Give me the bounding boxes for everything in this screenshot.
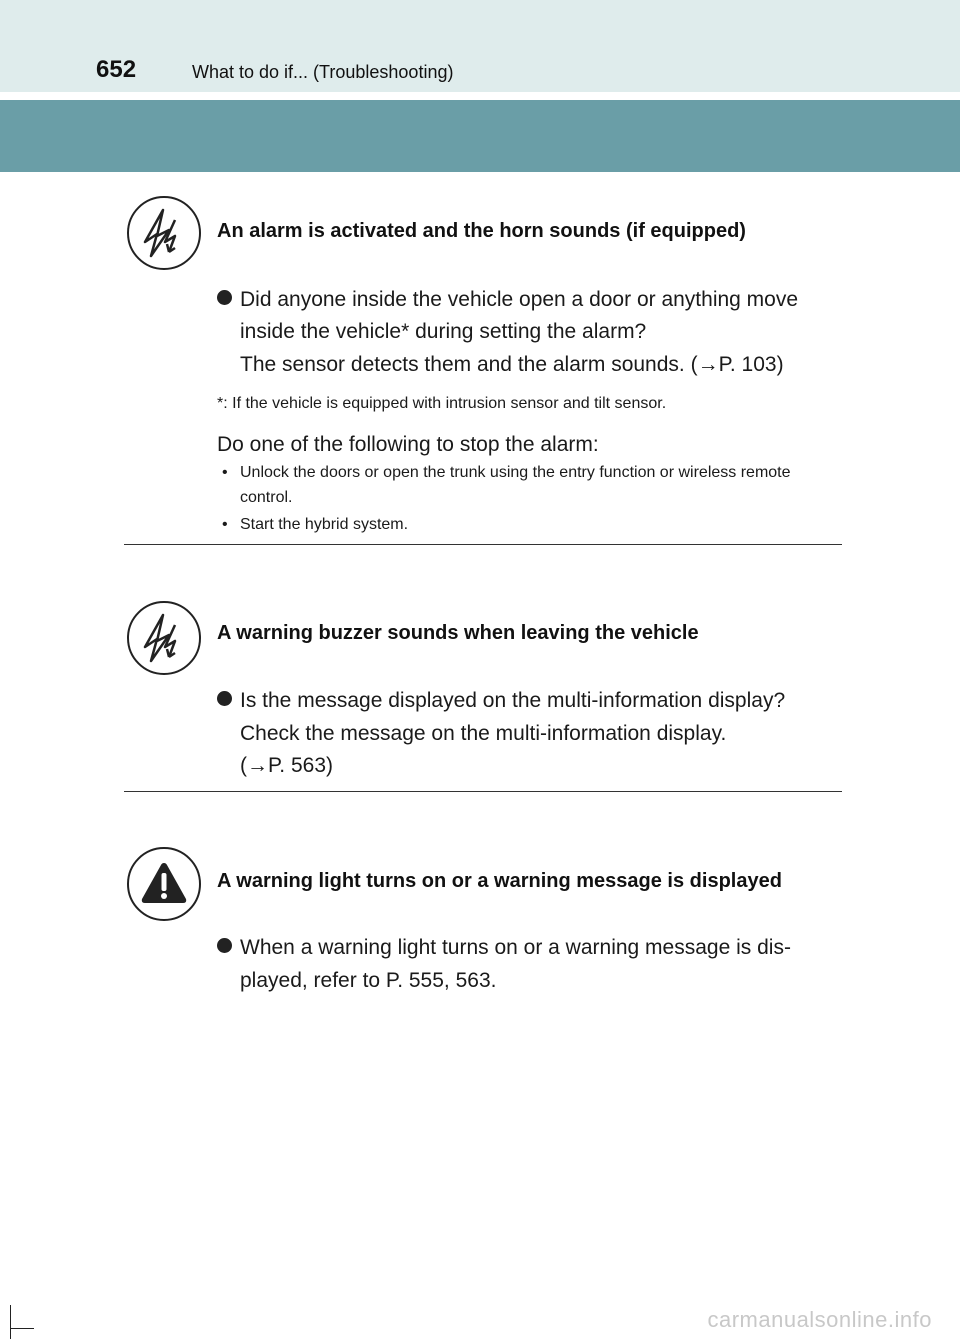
bullet-text-line: Is the message displayed on the multi-information display?: [240, 689, 786, 712]
lightning-icon: [127, 601, 201, 675]
divider: [124, 544, 842, 545]
sub-item-text: Unlock the doors or open the trunk using the entry function or wireless remote control.: [240, 464, 791, 506]
page-number: 652: [96, 56, 137, 83]
bullet-text-line: (→P. 563): [240, 754, 333, 777]
bullet-dot: [217, 691, 232, 706]
bullet-dot: [217, 290, 232, 305]
warning-triangle-icon: [127, 847, 201, 921]
bullet-dot: [217, 938, 232, 953]
sub-bullet-mark: •: [222, 516, 228, 533]
bullet-text-line: played, refer to P. 555, 563.: [240, 969, 497, 992]
sub-list-item: [222, 460, 836, 510]
section-heading: A warning buzzer sounds when leaving the vehicle: [217, 622, 699, 644]
section-title: What to do if... (Troubleshooting): [192, 62, 454, 82]
header-band: [0, 100, 960, 172]
crop-mark-bottom-left-h: [10, 1328, 34, 1329]
crop-mark-bottom-left-v: [10, 1305, 11, 1339]
section-heading: An alarm is activated and the horn sounds (if equipped): [217, 220, 746, 242]
sub-bullet-mark: •: [222, 464, 228, 481]
bullet-text-line: Did anyone inside the vehicle open a door or anything move: [240, 288, 799, 311]
instruction-text: Do one of the following to stop the alarm:: [217, 433, 599, 456]
bullet-text-line: When a warning light turns on or a warning message is dis-: [240, 936, 791, 959]
footnote: *: If the vehicle is equipped with intrusion sensor and tilt sensor.: [217, 395, 667, 412]
header-bar: [0, 0, 960, 92]
section-heading: A warning light turns on or a warning message is displayed: [217, 870, 782, 892]
divider: [124, 791, 842, 792]
lightning-icon: [127, 196, 201, 270]
sub-item-text: Start the hybrid system.: [240, 516, 409, 533]
watermark: carmanualsonline.info: [707, 1307, 932, 1332]
bullet-text-line: inside the vehicle* during setting the alarm?: [240, 320, 647, 343]
sub-list-item: [222, 512, 836, 537]
bullet-text-line: Check the message on the multi-information display.: [240, 722, 727, 745]
bullet-text-line: The sensor detects them and the alarm sounds. (→P. 103): [240, 353, 784, 376]
